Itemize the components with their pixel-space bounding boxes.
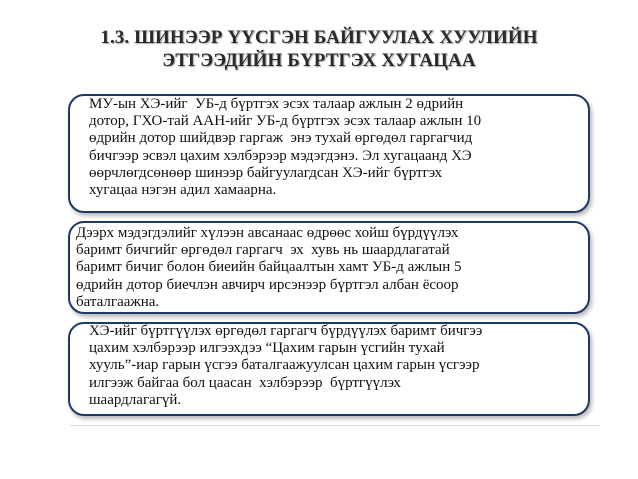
- paragraph-line: шаардлагагүй.: [89, 391, 182, 408]
- paragraph-line: цахим хэлбэрээр илгээхдээ “Цахим гарын үсгийн тухай: [89, 340, 445, 357]
- paragraph-line: хугацаа нэгэн адил хамаарна.: [89, 182, 277, 199]
- slide-title-line-1: 1.3. ШИНЭЭР ҮҮСГЭН БАЙГУУЛАХ ХУУЛИЙН: [100, 27, 538, 48]
- paragraph-line: бичгээр эсвэл цахим хэлбэрээр мэдэгдэнэ. Эл хугацаанд ХЭ: [89, 147, 472, 164]
- content-box-electronic-signature-text: [89, 323, 482, 409]
- paragraph-line: хууль”-иар гарын үсгээ баталгаажуулсан цахим гарын үсгээр: [89, 357, 480, 374]
- paragraph-line: МУ-ын ХЭ-ийг УБ-д бүртгэх эсэх талаар ажлын 2 өдрийн: [89, 96, 464, 112]
- paragraph-line: баримт бичгийг өргөдөл гаргагч эх хувь нь шаардлагатай: [76, 242, 450, 259]
- paragraph-line: Дээрх мэдэгдэлийг хүлээн авсанаас өдрөөс хойш бүрдүүлэх: [76, 225, 459, 241]
- paragraph-line: дотор, ГХО-тай ААН-ийг УБ-д бүртгэх эсэх талаар ажлын 10: [89, 113, 482, 130]
- paragraph-line: илгээж байгаа бол цаасан хэлбэрээр бүртгүүлэх: [89, 374, 401, 391]
- content-box-registration-decision-text: [89, 96, 481, 199]
- paragraph-line: баримт бичиг болон биеийн байцаалтын хамт УБ-д ажлын 5: [76, 259, 462, 276]
- paragraph-line: ХЭ-ийг бүртгүүлэх өргөдөл гаргагч бүрдүүлэх баримт бичгээ: [89, 323, 483, 339]
- paragraph-line: баталгаажна.: [76, 293, 160, 310]
- paragraph-line: өдрийн дотор шийдвэр гаргаж энэ тухай өргөдөл гаргагчид: [89, 130, 473, 147]
- slide-title: [40, 26, 598, 72]
- paragraph-line: өөрчлөгдсөнөөр шинээр байгуулагдсан ХЭ-ийг бүртгэх: [89, 164, 443, 181]
- bottom-divider: [70, 425, 600, 426]
- slide-title-line-2: ЭТГЭЭДИЙН БҮРТГЭХ ХУГАЦАА: [162, 50, 476, 71]
- paragraph-line: өдрийн дотор биечлэн авчирч ирсэнээр бүртгэл албан ёсоор: [76, 276, 459, 293]
- content-box-document-submission-text: [76, 225, 462, 311]
